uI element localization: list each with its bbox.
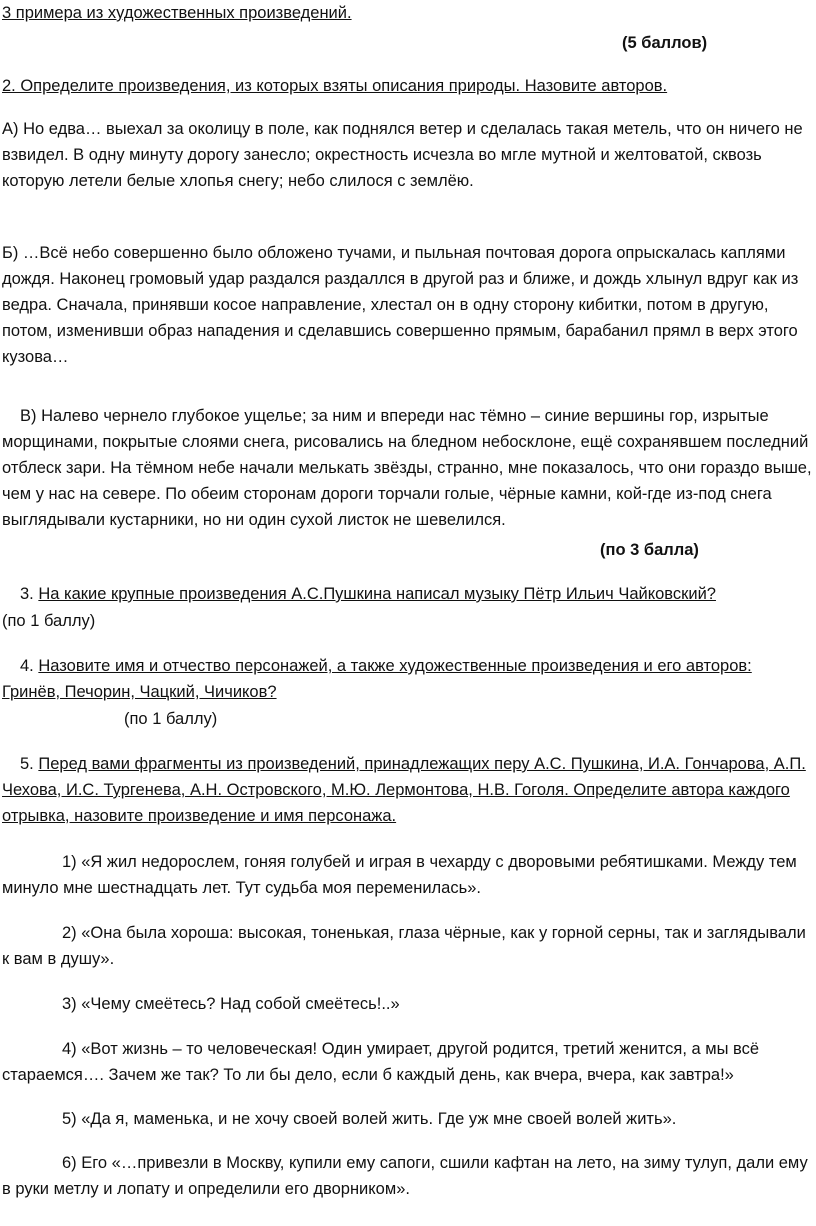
q2-passage-b: Б) …Всё небо совершенно было обложено тучами, и пыльная почтовая дорога опрыскалась каплями дождя. Наконец громовый удар раздался раздаллся в другой раз и ближе, и дождь хлынул вдруг как из ведра. Сначала, принявши косое направление, хлестал он в одну сторону кибитки, потом в другую, потом, изменивши образ нападения и сделавшись совершенно прямым, барабанил прямл в верх этого кузова… (2, 244, 799, 366)
q5-item-2: 2) «Она была хороша: высокая, тоненькая, глаза чёрные, как у горной серны, так и заглядывали к вам в душу». (2, 924, 806, 968)
intro-line: 3 примера из художественных произведений. (2, 4, 352, 22)
q4-question (2, 653, 812, 705)
q4-text: Назовите имя и отчество персонажей, а также художественные произведения и его авторов: Гринёв, Печорин, Чацкий, Чичиков? (2, 657, 752, 701)
q3-text: На какие крупные произведения А.С.Пушкина написал музыку Пётр Ильич Чайковский? (38, 585, 716, 603)
q5-text: Перед вами фрагменты из произведений, принадлежащих перу А.С. Пушкина, И.А. Гончарова, А.П. Чехова, И.С. Тургенева, А.Н. Островского, М.Ю. Лермонтова, Н.В. Гоголя. Определите автора каждого отрывка, назовите произведение и имя персонажа. (2, 755, 806, 825)
q3-question (2, 581, 812, 607)
q5-item-6: 6) Его «…привезли в Москву, купили ему сапоги, сшили кафтан на лето, на зиму тулуп, дали ему в руки метлу и лопату и определили его дворником». (2, 1154, 808, 1198)
q5-item-5: 5) «Да я, маменька, и не хочу своей волей жить. Где уж мне своей волей жить». (62, 1110, 677, 1128)
q1-points: (5 баллов) (622, 34, 708, 52)
q2-passage-c: В) Налево чернело глубокое ущелье; за ним и впереди нас тёмно – синие вершины гор, изрытые морщинами, покрытые слоями снега, рисовались на бледном небосклоне, ещё сохранявшем последний отблеск зари. На тёмном небе начали мелькать звёзды, странно, мне показалось, что они гораздо выше, чем у нас на севере. По обеим сторонам дороги торчали голые, чёрные камни, кой-где из-под снега выглядывали кустарники, но ни один сухой листок не шевелился. (2, 407, 812, 529)
q2-heading: 2. Определите произведения, из которых взяты описания природы. Назовите авторов. (2, 77, 668, 95)
q5-item-1: 1) «Я жил недорослем, гоняя голубей и играя в чехарду с дворовыми ребятишками. Между тем минуло мне шестнадцать лет. Тут судьба моя переменилась». (2, 853, 797, 897)
q5-item-3: 3) «Чему смеётесь? Над собой смеётесь!..» (62, 995, 400, 1013)
q2-points: (по 3 балла) (600, 541, 699, 559)
q4-points: (по 1 баллу) (124, 710, 218, 728)
q2-passage-a: А) Но едва… выехал за околицу в поле, как поднялся ветер и сделалась такая метель, что он ничего не взвидел. В одну минуту дорогу занесло; окрестность исчезла во мгле мутной и желтоватой, сквозь которую летели белые хлопья снегу; небо слилося с землёю. (2, 120, 803, 190)
q5-number: 5. (20, 755, 34, 773)
q5-question (2, 751, 812, 829)
q3-points: (по 1 баллу) (2, 612, 96, 630)
q3-number: 3. (20, 585, 34, 603)
q4-number: 4. (20, 657, 34, 675)
q5-item-4: 4) «Вот жизнь – то человеческая! Один умирает, другой родится, третий женится, а мы всё стараемся…. Зачем же так? То ли бы дело, если б каждый день, как вчера, вчера, как завтра!» (2, 1040, 760, 1084)
